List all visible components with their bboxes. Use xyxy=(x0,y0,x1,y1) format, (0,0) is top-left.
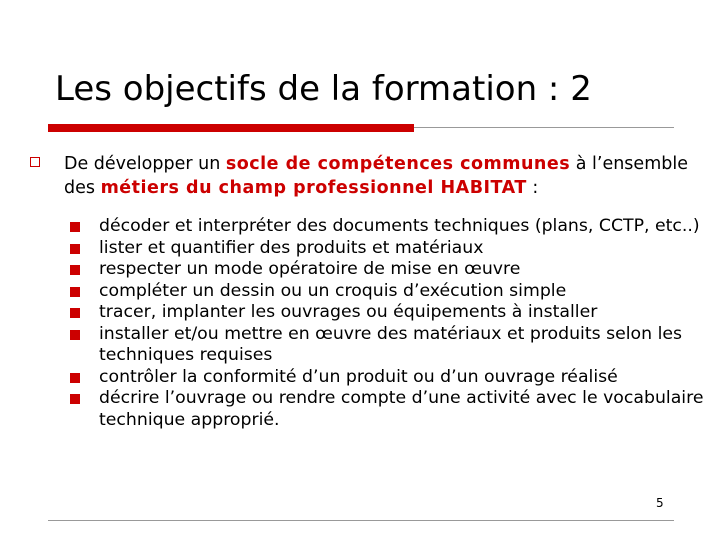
intro-highlight-1: socle de compétences communes xyxy=(225,154,571,174)
list-item-text: lister et quantifier des produits et matériaux xyxy=(99,237,484,258)
list-item xyxy=(70,216,710,238)
square-bullet-icon xyxy=(70,330,80,340)
competence-list xyxy=(70,216,710,431)
intro-text-1: De développer un xyxy=(64,154,226,174)
square-bullet-icon xyxy=(70,244,80,254)
list-item xyxy=(70,367,710,389)
square-bullet-icon xyxy=(70,222,80,232)
intro-highlight-2: métiers du champ professionnel xyxy=(100,178,441,198)
title-accent-bar xyxy=(48,124,414,132)
list-item xyxy=(70,281,710,303)
square-bullet-icon xyxy=(70,373,80,383)
page-number: 5 xyxy=(656,496,664,510)
list-item xyxy=(70,259,710,281)
list-item-text: installer et/ou mettre en œuvre des matériaux et produits selon les techniques requises xyxy=(99,323,683,365)
list-item-text: respecter un mode opératoire de mise en œuvre xyxy=(99,259,521,279)
intro-text-2: à l’ensemble des xyxy=(64,154,688,198)
list-item-text: tracer, implanter les ouvrages ou équipements à installer xyxy=(99,302,598,322)
intro-paragraph xyxy=(64,152,714,200)
list-item xyxy=(70,324,710,367)
intro-text-3: : xyxy=(526,178,539,198)
intro-highlight-habitat: HABITAT xyxy=(440,178,527,198)
slide-title: Les objectifs de la formation : 2 xyxy=(55,69,592,109)
square-bullet-icon xyxy=(70,287,80,297)
square-bullet-icon xyxy=(70,394,80,404)
list-item xyxy=(70,388,710,431)
list-item-text: compléter un dessin ou un croquis d’exécution simple xyxy=(99,280,567,301)
main-bullet-icon xyxy=(30,157,40,167)
list-item-text: contrôler la conformité d’un produit ou d’un ouvrage réalisé xyxy=(99,366,618,387)
list-item xyxy=(70,238,710,260)
square-bullet-icon xyxy=(70,308,80,318)
square-bullet-icon xyxy=(70,265,80,275)
list-item-text: décrire l’ouvrage ou rendre compte d’une activité avec le vocabulaire technique approprié. xyxy=(99,388,704,430)
list-item xyxy=(70,302,710,324)
list-item-text: décoder et interpréter des documents techniques (plans, CCTP, etc..) xyxy=(99,216,700,236)
footer-rule xyxy=(48,520,674,521)
